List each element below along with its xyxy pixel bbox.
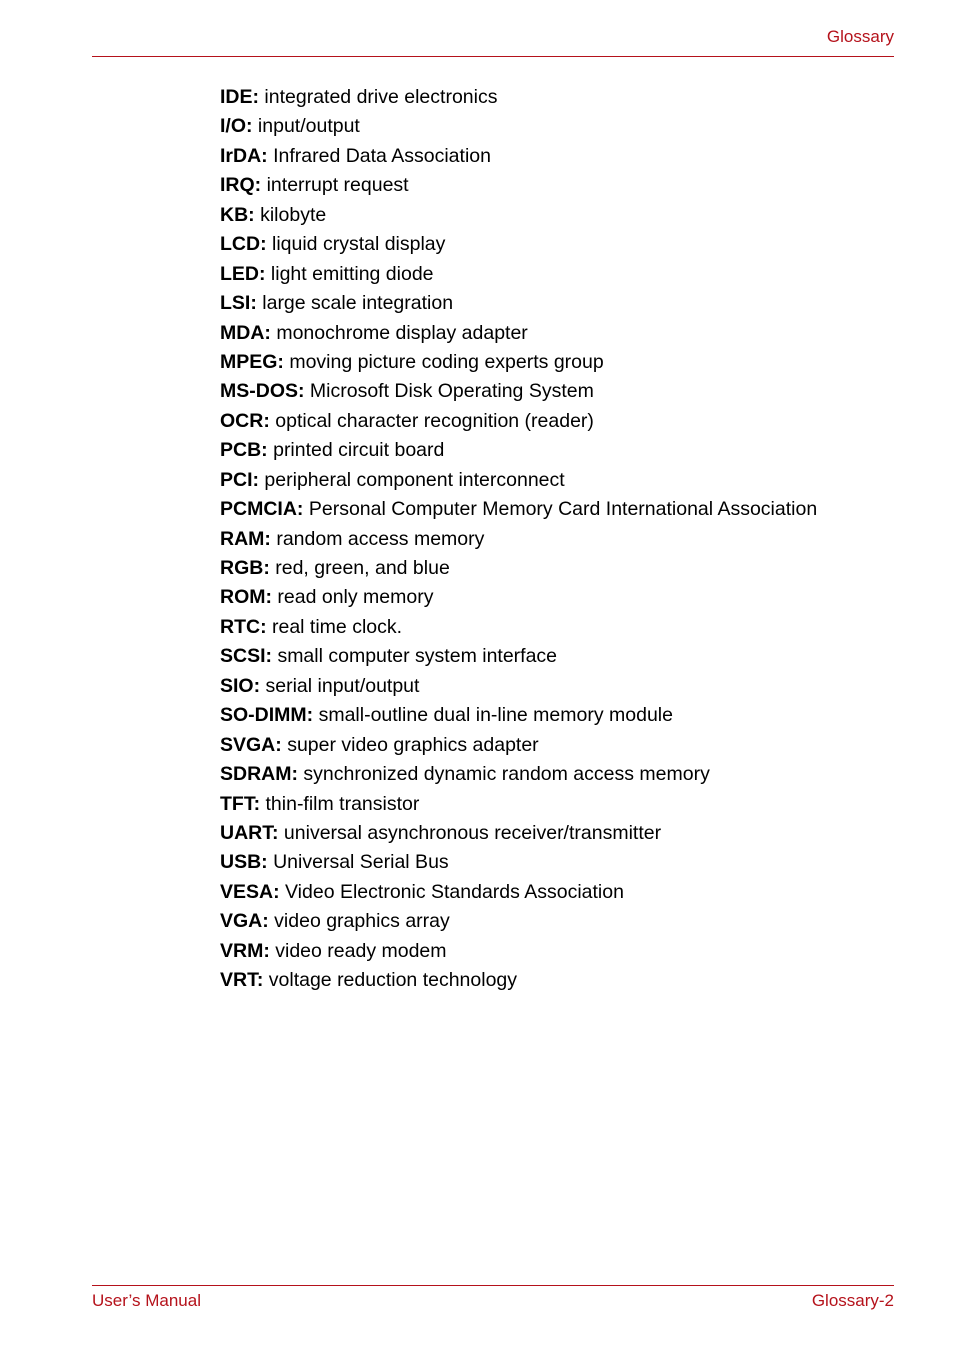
glossary-entry — [220, 496, 817, 525]
glossary-definition: real time clock. — [272, 615, 403, 638]
glossary-definition: liquid crystal display — [272, 233, 446, 256]
glossary-entry — [220, 938, 817, 967]
glossary-term: KB: — [220, 203, 255, 226]
glossary-entry — [220, 761, 817, 790]
glossary-definition: peripheral component interconnect — [264, 468, 565, 491]
glossary-entry — [220, 143, 817, 172]
footer-manual-title: User’s Manual — [92, 1291, 201, 1310]
glossary-entry — [220, 437, 817, 466]
glossary-definition: universal asynchronous receiver/transmitter — [283, 821, 662, 844]
glossary-definition: random access memory — [276, 527, 485, 550]
glossary-term: LSI: — [220, 292, 257, 315]
glossary-definition: Microsoft Disk Operating System — [309, 380, 594, 403]
glossary-definition: Infrared Data Association — [273, 144, 491, 167]
glossary-entry — [220, 408, 817, 437]
glossary-definition: input/output — [257, 115, 360, 138]
glossary-entry — [220, 643, 817, 672]
glossary-definition: small-outline dual in-line memory module — [318, 704, 673, 727]
glossary-term: SVGA: — [220, 733, 282, 756]
glossary-list — [220, 84, 817, 997]
glossary-term: VRM: — [220, 939, 270, 962]
glossary-entry — [220, 467, 817, 496]
glossary-term: PCI: — [220, 468, 259, 491]
glossary-term: USB: — [220, 851, 268, 874]
glossary-entry — [220, 967, 817, 996]
glossary-definition: large scale integration — [262, 292, 454, 315]
glossary-entry — [220, 673, 817, 702]
glossary-term: VGA: — [220, 910, 269, 933]
glossary-term: VESA: — [220, 880, 280, 903]
header-title: Glossary — [826, 27, 894, 46]
glossary-term: LCD: — [220, 233, 267, 256]
glossary-definition: integrated drive electronics — [264, 86, 498, 108]
glossary-term: UART: — [220, 821, 279, 844]
glossary-definition: small computer system interface — [277, 645, 558, 668]
glossary-entry — [220, 849, 817, 878]
glossary-entry — [220, 614, 817, 643]
glossary-definition: video graphics array — [274, 910, 450, 933]
glossary-definition: thin-film transistor — [265, 792, 420, 815]
glossary-entry — [220, 702, 817, 731]
glossary-entry — [220, 172, 817, 201]
glossary-entry — [220, 84, 817, 113]
glossary-term: ROM: — [220, 586, 272, 609]
glossary-definition: Video Electronic Standards Association — [285, 880, 624, 903]
glossary-definition: video ready modem — [275, 939, 447, 962]
glossary-term: RAM: — [220, 527, 271, 550]
glossary-entry — [220, 378, 817, 407]
glossary-entry — [220, 908, 817, 937]
glossary-term: RTC: — [220, 615, 267, 638]
glossary-entry — [220, 231, 817, 260]
glossary-entry — [220, 791, 817, 820]
glossary-entry — [220, 732, 817, 761]
glossary-term: OCR: — [220, 409, 270, 432]
glossary-term: IRQ: — [220, 174, 262, 197]
glossary-definition: read only memory — [277, 586, 434, 609]
glossary-term: LED: — [220, 262, 266, 285]
glossary-term: RGB: — [220, 557, 270, 579]
glossary-definition: optical character recognition (reader) — [275, 409, 594, 432]
glossary-term: IrDA: — [220, 144, 268, 167]
glossary-entry — [220, 820, 817, 849]
glossary-definition: Universal Serial Bus — [273, 851, 449, 874]
glossary-term: SCSI: — [220, 645, 273, 668]
glossary-definition: super video graphics adapter — [287, 733, 539, 756]
glossary-definition: monochrome display adapter — [276, 321, 528, 344]
glossary-definition: voltage reduction technology — [268, 969, 518, 992]
glossary-term: MS-DOS: — [220, 380, 305, 403]
glossary-definition: red, green, and blue — [275, 557, 450, 579]
glossary-entry — [220, 879, 817, 908]
glossary-entry — [220, 290, 817, 319]
glossary-term: PCB: — [220, 439, 268, 462]
glossary-entry — [220, 320, 817, 349]
glossary-term: SO-DIMM: — [220, 704, 314, 727]
glossary-definition: light emitting diode — [270, 262, 434, 285]
glossary-entry — [220, 584, 817, 613]
glossary-term: VRT: — [220, 969, 264, 992]
glossary-term: IDE: — [220, 86, 259, 108]
glossary-definition: printed circuit board — [273, 439, 445, 462]
glossary-entry — [220, 113, 817, 142]
glossary-definition: synchronized dynamic random access memory — [303, 763, 710, 786]
glossary-definition: Personal Computer Memory Card International Association — [308, 498, 818, 521]
glossary-definition: interrupt request — [266, 174, 409, 197]
glossary-definition: kilobyte — [260, 203, 327, 226]
glossary-term: PCMCIA: — [220, 498, 304, 521]
glossary-term: SIO: — [220, 674, 261, 697]
glossary-term: I/O: — [220, 115, 253, 138]
glossary-entry — [220, 555, 817, 584]
glossary-definition: serial input/output — [265, 674, 420, 697]
footer-divider — [92, 1285, 894, 1286]
footer-page-number: Glossary-2 — [811, 1291, 894, 1310]
glossary-entry — [220, 261, 817, 290]
glossary-term: MPEG: — [220, 350, 284, 373]
glossary-term: SDRAM: — [220, 763, 298, 786]
glossary-entry — [220, 526, 817, 555]
glossary-entry — [220, 349, 817, 378]
header-divider — [92, 56, 894, 57]
glossary-term: MDA: — [220, 321, 271, 344]
glossary-entry — [220, 202, 817, 231]
glossary-definition: moving picture coding experts group — [289, 350, 604, 373]
glossary-term: TFT: — [220, 792, 261, 815]
